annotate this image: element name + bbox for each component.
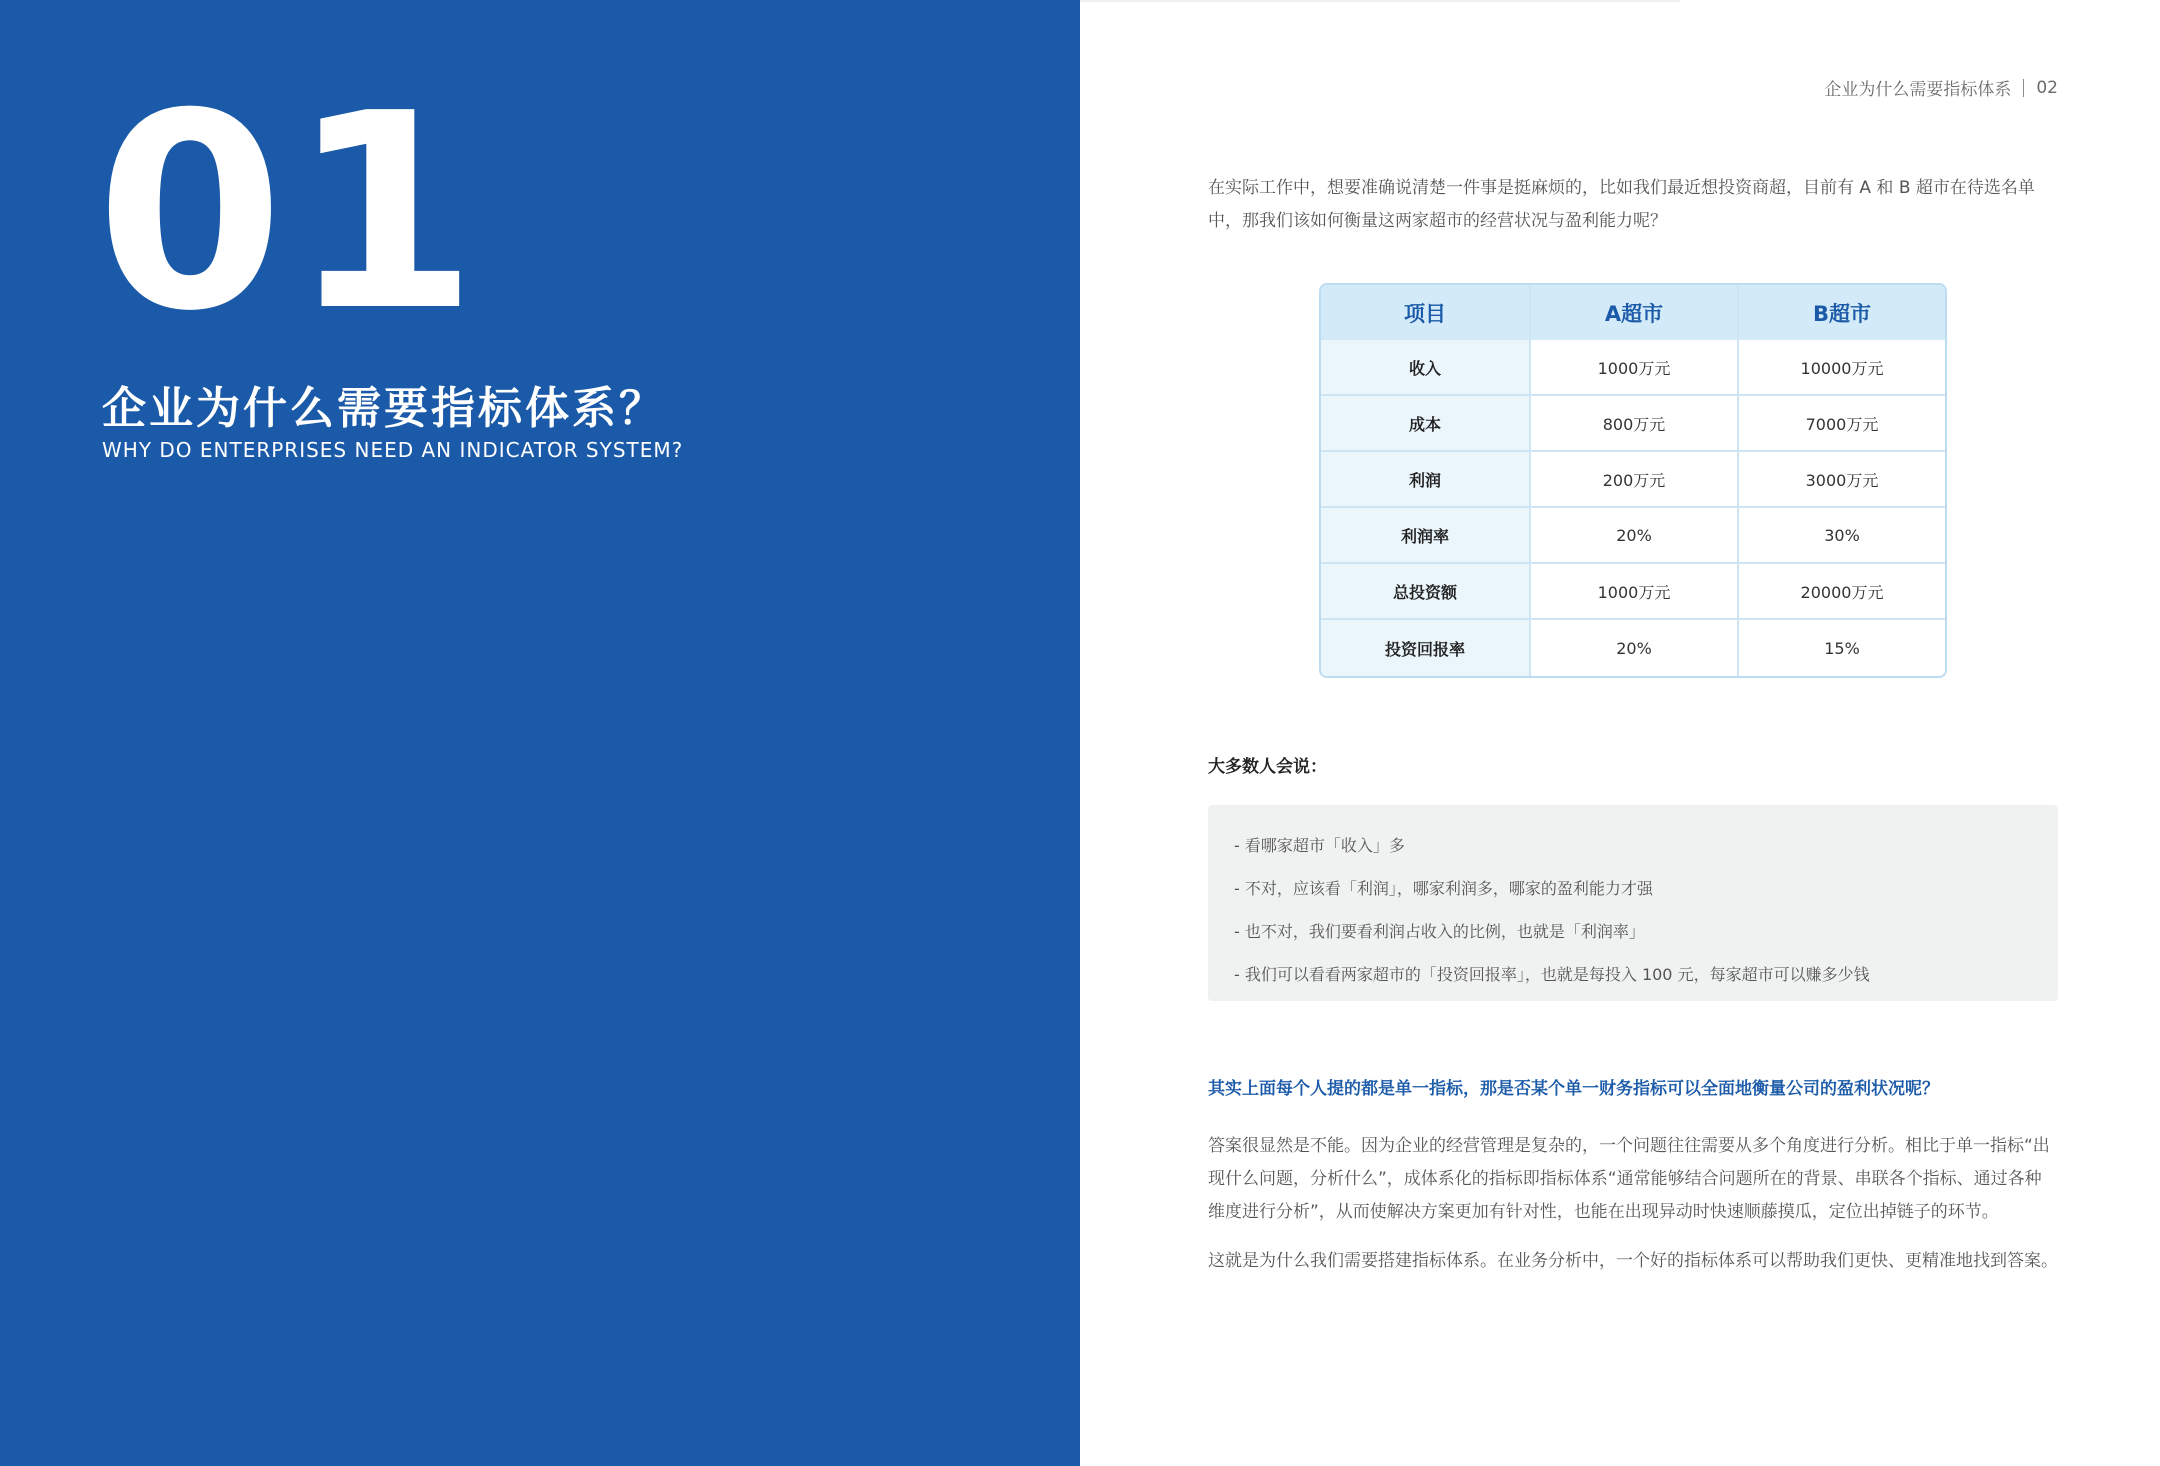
chapter-number: 01	[96, 55, 484, 370]
table-cell: 20000万元	[1739, 564, 1945, 620]
table-row-label: 利润率	[1321, 508, 1531, 564]
running-header-title: 企业为什么需要指标体系	[1824, 80, 2012, 100]
table-cell: 1000万元	[1531, 564, 1739, 620]
opinion-item: - 看哪家超市「收入」多	[1234, 836, 1405, 855]
table-cell: 15%	[1739, 620, 1945, 676]
table-row	[1321, 452, 1945, 508]
opinion-item: - 我们可以看看两家超市的「投资回报率」，也就是每投入 100 元，每家超市可以赚多少钱	[1234, 965, 1870, 984]
table-cell: 20%	[1531, 620, 1739, 676]
page-number: 02	[2036, 77, 2058, 98]
table-header-cell: B超市	[1739, 285, 1945, 340]
opinions-label: 大多数人会说：	[1208, 757, 1327, 777]
conclusion-paragraph: 这就是为什么我们需要搭建指标体系。在业务分析中，一个好的指标体系可以帮助我们更快、更精准地找到答案。	[1208, 1251, 2058, 1271]
table-cell: 200万元	[1531, 452, 1739, 508]
table-row-label: 投资回报率	[1321, 620, 1531, 676]
header-separator	[2023, 79, 2024, 97]
running-header	[1824, 75, 2058, 100]
table-row	[1321, 340, 1945, 396]
table-row-label: 利润	[1321, 452, 1531, 508]
table-cell: 1000万元	[1531, 340, 1739, 396]
table-row	[1321, 564, 1945, 620]
opinion-item: - 也不对，我们要看利润占收入的比例，也就是「利润率」	[1234, 922, 1645, 941]
table-cell: 800万元	[1531, 396, 1739, 452]
answer-paragraph: 答案很显然是不能。因为企业的经营管理是复杂的，一个问题往往需要从多个角度进行分析。相比于单一指标“出现什么问题，分析什么”，成体系化的指标即指标体系“通常能够结合问题所在的背景、串联各个指标、通过各种维度进行分析”，从而使解决方案更加有针对性，也能在出现异动时快速顺藤摸瓜，定位出掉链子的环节。	[1208, 1136, 2050, 1222]
table-row-label: 成本	[1321, 396, 1531, 452]
intro-paragraph: 在实际工作中，想要准确说清楚一件事是挺麻烦的，比如我们最近想投资商超，目前有 A 和 B 超市在待选名单中，那我们该如何衡量这两家超市的经营状况与盈利能力呢？	[1208, 178, 2035, 231]
opinion-item: - 不对，应该看「利润」，哪家利润多，哪家的盈利能力才强	[1234, 879, 1653, 898]
table-row-label: 收入	[1321, 340, 1531, 396]
table-row-label: 总投资额	[1321, 564, 1531, 620]
table-cell: 10000万元	[1739, 340, 1945, 396]
chapter-title: 企业为什么需要指标体系？	[102, 383, 666, 434]
key-question: 其实上面每个人提的都是单一指标，那是否某个单一财务指标可以全面地衡量公司的盈利状况呢？	[1208, 1079, 1939, 1099]
top-divider	[1080, 0, 1680, 2]
table-row	[1321, 620, 1945, 676]
chapter-subtitle: WHY DO ENTERPRISES NEED AN INDICATOR SYSTEM?	[102, 438, 684, 462]
comparison-table	[1319, 283, 1947, 678]
opinions-box	[1208, 805, 2058, 1001]
table-header-cell: A超市	[1531, 285, 1739, 340]
table-cell: 3000万元	[1739, 452, 1945, 508]
table-cell: 20%	[1531, 508, 1739, 564]
table-header-cell: 项目	[1321, 285, 1531, 340]
table-header-row	[1321, 285, 1945, 340]
table-row	[1321, 508, 1945, 564]
table-cell: 30%	[1739, 508, 1945, 564]
table-cell: 7000万元	[1739, 396, 1945, 452]
table-row	[1321, 396, 1945, 452]
